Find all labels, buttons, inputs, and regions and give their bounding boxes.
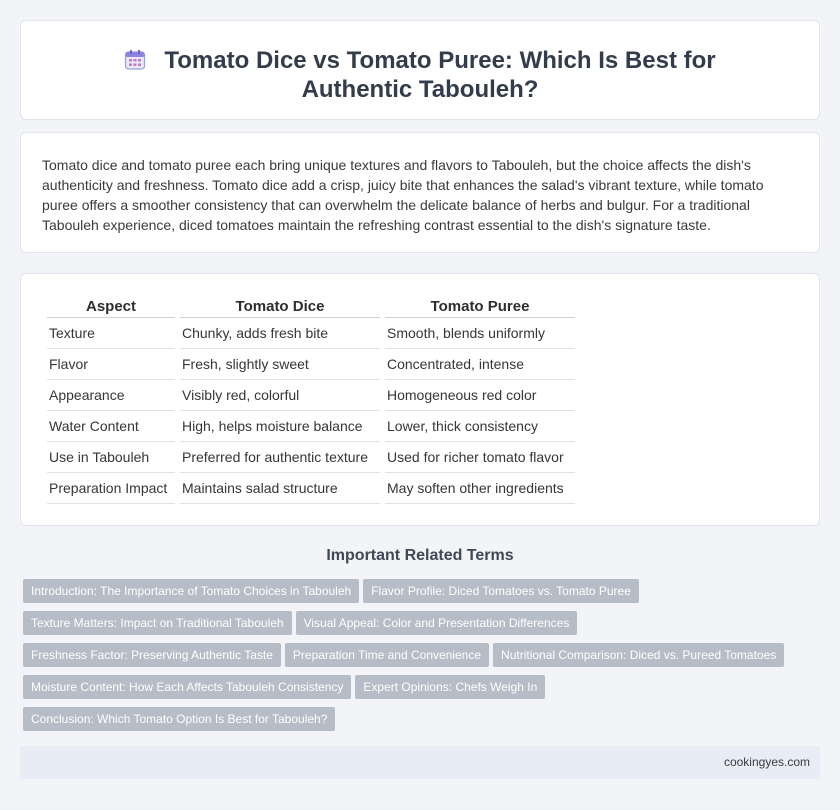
table-cell: Water Content	[47, 411, 175, 442]
title-card	[20, 20, 820, 120]
related-term-tag[interactable]: Nutritional Comparison: Diced vs. Pureed Tomatoes	[493, 643, 784, 667]
column-header-tomato-puree: Tomato Puree	[385, 296, 575, 318]
tag-row	[23, 707, 813, 739]
table-row	[47, 380, 575, 411]
table-header-row	[47, 296, 575, 318]
related-term-tag[interactable]: Texture Matters: Impact on Traditional Tabouleh	[23, 611, 292, 635]
table-row	[47, 349, 575, 380]
tag-row	[23, 579, 813, 611]
table-cell: Chunky, adds fresh bite	[180, 318, 380, 349]
related-terms-heading: Important Related Terms	[326, 547, 514, 564]
table-cell: Lower, thick consistency	[385, 411, 575, 442]
table-cell: Homogeneous red color	[385, 380, 575, 411]
page-title	[81, 46, 759, 104]
related-term-tag[interactable]: Flavor Profile: Diced Tomatoes vs. Tomato Puree	[363, 579, 639, 603]
table-cell: Visibly red, colorful	[180, 380, 380, 411]
related-term-tag[interactable]: Moisture Content: How Each Affects Tabouleh Consistency	[23, 675, 351, 699]
page-title-text: Tomato Dice vs Tomato Puree: Which Is Best for Authentic Tabouleh?	[164, 47, 716, 103]
table-cell: Flavor	[47, 349, 175, 380]
column-header-aspect: Aspect	[47, 296, 175, 318]
table-cell: Preparation Impact	[47, 473, 175, 504]
footer	[20, 746, 820, 779]
table-cell: Texture	[47, 318, 175, 349]
comparison-card	[20, 273, 820, 526]
table-row	[47, 442, 575, 473]
related-terms-list	[23, 579, 813, 739]
tag-row	[23, 643, 813, 675]
tag-row	[23, 611, 813, 643]
table-row	[47, 411, 575, 442]
intro-paragraph: Tomato dice and tomato puree each bring unique textures and flavors to Tabouleh, but the choice affects the dish's authenticity and freshness. Tomato dice add a crisp, juicy bite that enhances the salad's vibrant texture, while tomato puree offers a smoother consistency that can overwhelm the delicate balance of herbs and bulgur. For a traditional Tabouleh experience, diced tomatoes maintain the refreshing contrast essential to the dish's signature taste.	[42, 157, 764, 233]
related-term-tag[interactable]: Conclusion: Which Tomato Option Is Best for Tabouleh?	[23, 707, 335, 731]
related-term-tag[interactable]: Expert Opinions: Chefs Weigh In	[355, 675, 545, 699]
footer-site-link[interactable]: cookingyes.com	[723, 755, 810, 769]
related-term-tag[interactable]: Preparation Time and Convenience	[285, 643, 489, 667]
intro-card	[20, 132, 820, 253]
related-term-tag[interactable]: Freshness Factor: Preserving Authentic Taste	[23, 643, 281, 667]
table-cell: Maintains salad structure	[180, 473, 380, 504]
table-cell: Preferred for authentic texture	[180, 442, 380, 473]
column-header-tomato-dice: Tomato Dice	[180, 296, 380, 318]
table-cell: May soften other ingredients	[385, 473, 575, 504]
table-row	[47, 473, 575, 504]
calendar-icon	[124, 49, 146, 71]
table-cell: Fresh, slightly sweet	[180, 349, 380, 380]
comparison-table	[42, 296, 580, 504]
table-cell: Smooth, blends uniformly	[385, 318, 575, 349]
table-cell: Used for richer tomato flavor	[385, 442, 575, 473]
related-term-tag[interactable]: Introduction: The Importance of Tomato Choices in Tabouleh	[23, 579, 359, 603]
table-cell: Use in Tabouleh	[47, 442, 175, 473]
table-cell: Concentrated, intense	[385, 349, 575, 380]
table-cell: Appearance	[47, 380, 175, 411]
table-row	[47, 318, 575, 349]
table-cell: High, helps moisture balance	[180, 411, 380, 442]
tag-row	[23, 675, 813, 707]
related-term-tag[interactable]: Visual Appeal: Color and Presentation Differences	[296, 611, 578, 635]
